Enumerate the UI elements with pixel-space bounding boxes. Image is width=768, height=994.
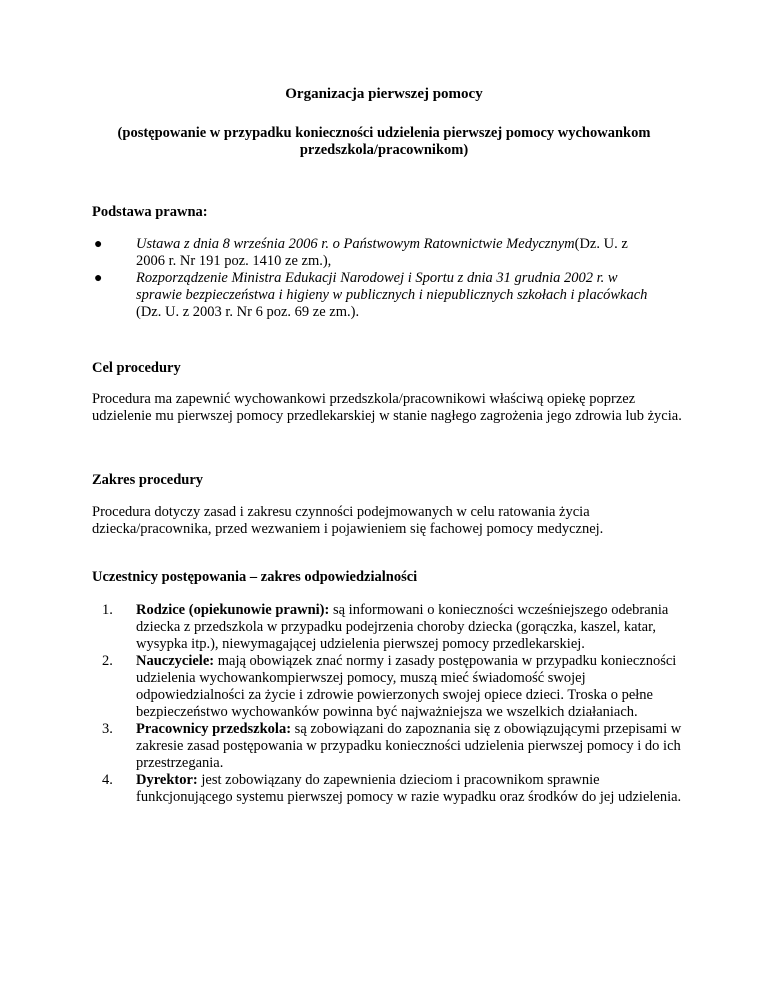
participant-item	[92, 653, 682, 721]
list-number: 3.	[102, 721, 113, 737]
scope-text: Procedura dotyczy zasad i zakresu czynności podejmowanych w celu ratowania życia dziecka/pracownika, przed wezwaniem i pojawieniem się fachowej pomocy medycznej.	[92, 504, 604, 537]
participant-item	[92, 721, 682, 772]
list-number: 2.	[102, 653, 113, 669]
document-title: Organizacja pierwszej pomocy	[285, 86, 483, 102]
document-subtitle: (postępowanie w przypadku konieczności udzielenia pierwszej pomocy wychowankom przedszkola/pracownikom)	[117, 125, 651, 158]
participant-duty: są zobowiązani do zapoznania się z obowiązującymi przepisami w zakresie zasad postępowania w przypadku konieczności udzielenia pierwszej pomocy i do ich przestrzegania.	[136, 721, 682, 771]
participants-list	[92, 602, 682, 806]
purpose-text: Procedura ma zapewnić wychowankowi przedszkola/pracownikowi właściwą opiekę poprzez udzielenie mu pierwszej pomocy przedlekarskiej w stanie nagłego zagrożenia jego zdrowia lub życia.	[92, 391, 682, 424]
participant-duty: jest zobowiązany do zapewnienia dzieciom i pracownikom sprawnie funkcjonującego systemu pierwszej pomocy w razie wypadku oraz środków do jej udzielenia.	[136, 772, 682, 805]
participant-role: Nauczyciele:	[136, 653, 215, 669]
legal-act-title: Rozporządzenie Ministra Edukacji Narodowej i Sportu z dnia 31 grudnia 2002 r. w sprawie bezpieczeństwa i higieny w publicznych i niepublicznych szkołach i placówkach	[136, 270, 648, 303]
legal-basis-item	[92, 270, 660, 321]
participant-duty: są informowani o konieczności wcześniejszego odebrania dziecka z przedszkola w przypadku podejrzenia choroby dziecka (gorączka, kaszel, katar, wysypka itp.), niewymagającej udzielenia pierwszej pomocy przedlekarskiej.	[136, 602, 669, 652]
legal-act-reference: (Dz. U. z 2006 r. Nr 191 poz. 1410 ze zm.),	[136, 236, 628, 269]
list-number: 1.	[102, 602, 113, 618]
scope-heading: Zakres procedury	[92, 472, 204, 488]
purpose-heading: Cel procedury	[92, 360, 181, 376]
bullet-icon: ●	[94, 237, 103, 252]
legal-basis-item	[92, 236, 660, 270]
participant-role: Pracownicy przedszkola:	[136, 721, 292, 737]
legal-basis-heading: Podstawa prawna:	[92, 204, 208, 220]
list-number: 4.	[102, 772, 113, 788]
legal-act-reference: (Dz. U. z 2003 r. Nr 6 poz. 69 ze zm.).	[136, 304, 360, 320]
legal-basis-list	[92, 236, 692, 321]
participant-role: Dyrektor:	[136, 772, 198, 788]
participant-item	[92, 602, 682, 653]
participants-heading: Uczestnicy postępowania – zakres odpowiedzialności	[92, 569, 418, 585]
participant-duty: mają obowiązek znać normy i zasady postępowania w przypadku konieczności udzielenia wychowankompierwszej pomocy, muszą mieć świadomość swojej odpowiedzialności za życie i zdrowie powierzonych swojej opiece dzieci. Troska o pełne bezpieczeństwo wychowanków powinna być najważniejsza we wszelkich działaniach.	[136, 653, 677, 720]
participant-role: Rodzice (opiekunowie prawni):	[136, 602, 330, 618]
bullet-icon: ●	[94, 271, 103, 286]
legal-act-title: Ustawa z dnia 8 września 2006 r. o Państwowym Ratownictwie Medycznym	[136, 236, 575, 252]
participant-item	[92, 772, 682, 806]
